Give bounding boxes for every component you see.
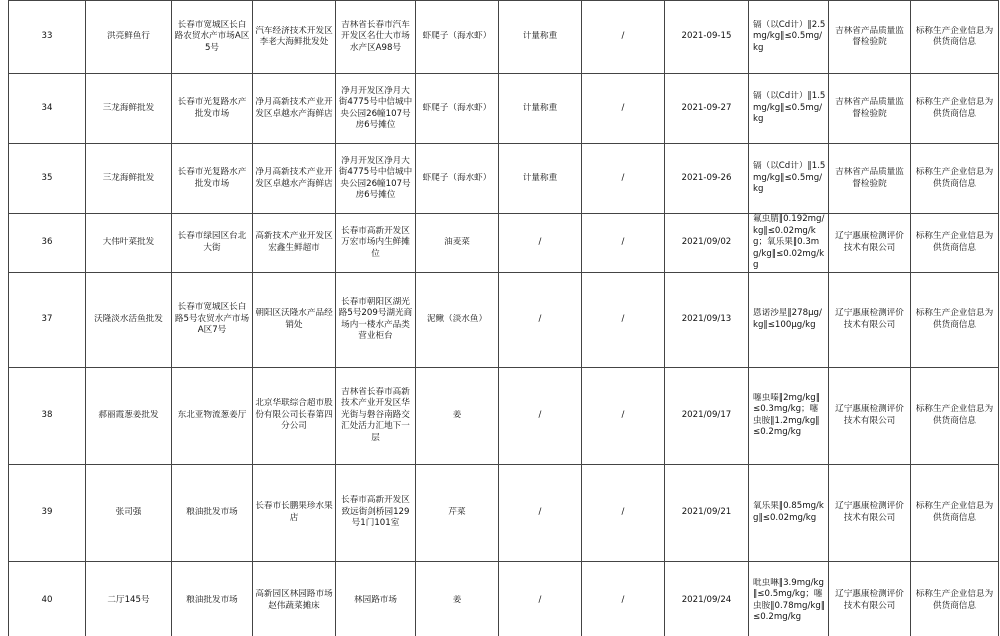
table-row (9, 144, 999, 214)
table-row (9, 1, 999, 74)
cell-number-text: 36 (41, 237, 53, 247)
cell-specification (499, 1, 582, 74)
cell-producer-name (253, 1, 336, 74)
cell-number-text: 33 (41, 31, 53, 42)
cell-test-result (749, 464, 829, 561)
cell-production-date-text: 2021/09/17 (681, 409, 732, 420)
cell-producer-name (253, 214, 336, 273)
cell-producer-name (253, 367, 336, 464)
cell-producer-name-text: 净月高新技术产业开发区卓越水产海鲜店 (255, 97, 333, 119)
table-row (9, 367, 999, 464)
cell-producer-address (336, 561, 416, 636)
cell-producer-name-text: 汽车经济技术开发区李老大海鲜批发处 (255, 25, 333, 47)
cell-product-name (416, 272, 499, 367)
cell-remark (911, 74, 999, 144)
cell-product-name-text: 虾爬子（海水虾） (422, 31, 492, 42)
cell-product-name-text: 姜 (452, 594, 462, 605)
cell-seller-name-text: 郝丽霞葱姜批发 (98, 409, 159, 420)
cell-product-name-text: 泥鳅（淡水鱼） (426, 313, 488, 324)
cell-producer-name-text: 朝阳区沃隆水产品经销处 (255, 308, 333, 330)
cell-remark (911, 561, 999, 636)
cell-producer-address-text: 净月开发区净月大街4775号中信城中央公园26幢107号房6号摊位 (338, 85, 413, 130)
cell-testing-agency-text: 辽宁惠康检测评价技术有限公司 (835, 308, 904, 330)
cell-seller-address-text: 长春市宽城区长白路5号农贸水产市场A区7号 (174, 302, 250, 336)
cell-testing-agency (829, 367, 911, 464)
cell-remark-text: 标称生产企业信息为供货商信息 (915, 589, 994, 611)
cell-brand (582, 272, 665, 367)
cell-specification (499, 561, 582, 636)
cell-number (9, 272, 86, 367)
cell-specification (499, 272, 582, 367)
cell-production-date (665, 367, 749, 464)
cell-testing-agency (829, 1, 911, 74)
cell-producer-address (336, 1, 416, 74)
cell-seller-name (86, 367, 172, 464)
cell-product-name (416, 214, 499, 273)
cell-remark (911, 272, 999, 367)
cell-specification (499, 74, 582, 144)
cell-product-name-text: 虾爬子（海水虾） (422, 172, 492, 183)
cell-seller-address-text: 长春市光复路水产批发市场 (177, 167, 247, 189)
cell-producer-address-text: 长春市高新开发区致远街剑桥园129号1门101室 (341, 495, 410, 529)
cell-seller-name-text: 二厅145号 (107, 594, 150, 605)
cell-producer-address-text: 长春市高新开发区万宏市场内生鲜摊位 (341, 225, 410, 259)
cell-production-date-text: 2021-09-15 (681, 31, 732, 42)
cell-brand (582, 144, 665, 214)
cell-production-date-text: 2021-09-26 (681, 172, 732, 183)
cell-test-result (749, 214, 829, 273)
cell-production-date (665, 561, 749, 636)
cell-test-result-text: 镉（以Cd计）‖1.5mg/kg‖≤0.5mg/kg (753, 91, 826, 125)
cell-producer-address (336, 367, 416, 464)
cell-test-result-text: 吡虫啉‖3.9mg/kg‖≤0.5mg/kg；噻虫胺‖0.78mg/kg‖≤0.2mg/kg (753, 577, 826, 622)
cell-specification-text: / (538, 594, 542, 605)
cell-producer-address-text: 净月开发区净月大街4775号中信城中央公园26幢107号房6号摊位 (338, 155, 413, 200)
cell-producer-address (336, 144, 416, 214)
cell-producer-name (253, 464, 336, 561)
cell-product-name (416, 367, 499, 464)
cell-product-name-text: 油麦菜 (444, 237, 470, 247)
cell-seller-name-text: 大伟叶菜批发 (102, 237, 155, 247)
cell-testing-agency-text: 辽宁惠康检测评价技术有限公司 (835, 589, 904, 611)
cell-remark-text: 标称生产企业信息为供货商信息 (915, 167, 994, 189)
cell-remark-text: 标称生产企业信息为供货商信息 (915, 308, 994, 330)
cell-number (9, 144, 86, 214)
cell-test-result (749, 144, 829, 214)
cell-production-date-text: 2021/09/24 (681, 594, 732, 605)
cell-product-name (416, 144, 499, 214)
cell-testing-agency (829, 561, 911, 636)
cell-remark-text: 标称生产企业信息为供货商信息 (915, 231, 994, 253)
cell-production-date-text: 2021/09/13 (681, 313, 732, 324)
cell-seller-address-text: 粮油批发市场 (186, 594, 238, 605)
cell-seller-address (172, 144, 253, 214)
cell-specification-text: / (538, 506, 542, 517)
cell-test-result-text: 噻虫嗪‖2mg/kg‖≤0.3mg/kg；噻虫胺‖1.2mg/kg‖≤0.2mg/kg (753, 392, 820, 437)
cell-test-result (749, 367, 829, 464)
cell-producer-address-text: 吉林省长春市高新技术产业开发区华光街与磐谷南路交汇处活力汇地下一层 (341, 386, 410, 443)
cell-specification-text: 计量称重 (522, 102, 558, 113)
cell-producer-address-text: 长春市朝阳区湖光路5号209号湖光商场内一楼水产品类营业柜台 (338, 296, 413, 341)
cell-number (9, 214, 86, 273)
cell-producer-address (336, 74, 416, 144)
cell-specification (499, 214, 582, 273)
cell-seller-address-text: 长春市光复路水产批发市场 (177, 97, 247, 119)
cell-brand-text: / (621, 237, 625, 247)
cell-test-result-text: 氧乐果‖0.85mg/kg‖≤0.02mg/kg (753, 501, 824, 523)
cell-production-date (665, 144, 749, 214)
cell-testing-agency (829, 74, 911, 144)
cell-brand-text: / (621, 409, 625, 420)
cell-seller-name (86, 272, 172, 367)
cell-remark-text: 标称生产企业信息为供货商信息 (915, 501, 994, 523)
cell-production-date (665, 74, 749, 144)
cell-production-date (665, 214, 749, 273)
cell-test-result (749, 1, 829, 74)
cell-test-result-text: 氟虫腈‖0.192mg/kg‖≤0.02mg/kg；氧乐果‖0.3mg/kg‖≤0.02mg/kg (753, 214, 825, 270)
cell-test-result (749, 74, 829, 144)
cell-producer-name (253, 272, 336, 367)
cell-production-date-text: 2021/09/21 (681, 506, 732, 517)
cell-testing-agency (829, 464, 911, 561)
cell-specification (499, 367, 582, 464)
cell-product-name (416, 464, 499, 561)
cell-specification-text: / (538, 313, 542, 324)
cell-test-result (749, 561, 829, 636)
table-row (9, 74, 999, 144)
cell-seller-address-text: 长春市宽城区长白路农贸水产市场A区5号 (174, 19, 250, 53)
cell-producer-name-text: 高新技术产业开发区宏鑫生鲜超市 (255, 231, 333, 253)
cell-seller-address (172, 464, 253, 561)
cell-seller-address-text: 东北亚物流葱姜厅 (177, 409, 247, 420)
cell-seller-name (86, 74, 172, 144)
cell-brand-text: / (621, 594, 625, 605)
cell-seller-address-text: 长春市绿园区台北大街 (177, 231, 247, 253)
cell-specification (499, 464, 582, 561)
cell-seller-name (86, 561, 172, 636)
cell-producer-name (253, 561, 336, 636)
cell-testing-agency-text: 吉林省产品质量监督检验院 (835, 97, 904, 119)
cell-remark (911, 214, 999, 273)
table-row (9, 561, 999, 636)
cell-brand (582, 74, 665, 144)
table-row (9, 464, 999, 561)
cell-seller-name (86, 464, 172, 561)
cell-test-result (749, 272, 829, 367)
cell-seller-address-text: 粮油批发市场 (186, 506, 238, 517)
cell-test-result-text: 恩诺沙星‖278μg/kg‖≤100μg/kg (753, 308, 822, 330)
cell-product-name-text: 芹菜 (448, 506, 466, 517)
cell-product-name (416, 74, 499, 144)
cell-product-name-text: 姜 (452, 409, 462, 420)
cell-producer-address (336, 214, 416, 273)
cell-producer-name-text: 北京华联综合超市股份有限公司长春第四分公司 (255, 398, 333, 432)
cell-seller-name-text: 三龙海鲜批发 (102, 172, 155, 183)
cell-producer-name-text: 高新园区林园路市场赵伟蔬菜摊床 (255, 589, 333, 611)
cell-producer-name-text: 净月高新技术产业开发区卓越水产海鲜店 (255, 167, 333, 189)
cell-remark (911, 1, 999, 74)
cell-producer-address-text: 林园路市场 (354, 594, 397, 605)
cell-brand (582, 561, 665, 636)
cell-number-text: 40 (41, 594, 53, 605)
cell-brand-text: / (621, 506, 625, 517)
cell-number-text: 38 (41, 409, 53, 420)
cell-production-date-text: 2021/09/02 (681, 237, 732, 247)
cell-producer-address (336, 272, 416, 367)
cell-number-text: 39 (41, 506, 53, 517)
cell-number-text: 34 (41, 102, 53, 113)
cell-brand-text: / (621, 313, 625, 324)
cell-seller-address (172, 272, 253, 367)
cell-testing-agency (829, 214, 911, 273)
cell-number-text: 35 (41, 172, 53, 183)
cell-production-date (665, 272, 749, 367)
cell-brand-text: / (621, 102, 625, 113)
cell-specification-text: / (538, 237, 542, 247)
cell-production-date (665, 464, 749, 561)
cell-production-date (665, 1, 749, 74)
cell-brand (582, 214, 665, 273)
cell-seller-address (172, 74, 253, 144)
cell-seller-name-text: 沃隆淡水活鱼批发 (94, 313, 163, 324)
cell-product-name-text: 虾爬子（海水虾） (422, 102, 492, 113)
cell-brand (582, 1, 665, 74)
table-body (9, 1, 999, 636)
cell-specification (499, 144, 582, 214)
cell-brand (582, 367, 665, 464)
cell-seller-address (172, 561, 253, 636)
cell-producer-name-text: 长春市长鹏果珍水果店 (255, 501, 333, 523)
cell-number (9, 74, 86, 144)
cell-product-name (416, 561, 499, 636)
cell-seller-address (172, 367, 253, 464)
cell-number (9, 464, 86, 561)
cell-brand (582, 464, 665, 561)
cell-seller-name (86, 214, 172, 273)
cell-test-result-text: 镉（以Cd计）‖1.5mg/kg‖≤0.5mg/kg (753, 161, 826, 195)
cell-producer-address-text: 吉林省长春市汽车开发区名仕大市场水产区A98号 (341, 19, 410, 53)
cell-remark (911, 464, 999, 561)
cell-testing-agency (829, 144, 911, 214)
cell-remark-text: 标称生产企业信息为供货商信息 (915, 97, 994, 119)
cell-number (9, 1, 86, 74)
table-row (9, 214, 999, 273)
cell-brand-text: / (621, 31, 625, 42)
cell-test-result-text: 镉（以Cd计）‖2.5mg/kg‖≤0.5mg/kg (753, 19, 826, 53)
cell-producer-name (253, 144, 336, 214)
cell-seller-address (172, 1, 253, 74)
cell-product-name (416, 1, 499, 74)
cell-producer-name (253, 74, 336, 144)
cell-testing-agency (829, 272, 911, 367)
cell-seller-name-text: 三龙海鲜批发 (102, 102, 155, 113)
cell-remark (911, 367, 999, 464)
cell-seller-name (86, 1, 172, 74)
cell-specification-text: 计量称重 (522, 172, 558, 183)
cell-number (9, 561, 86, 636)
cell-specification-text: 计量称重 (522, 31, 558, 42)
cell-testing-agency-text: 吉林省产品质量监督检验院 (835, 25, 904, 47)
inspection-results-table (8, 0, 999, 636)
cell-specification-text: / (538, 409, 542, 420)
cell-seller-name-text: 洪亮鲜鱼行 (107, 31, 150, 42)
cell-testing-agency-text: 辽宁惠康检测评价技术有限公司 (835, 404, 904, 426)
cell-number-text: 37 (41, 313, 53, 324)
cell-testing-agency-text: 吉林省产品质量监督检验院 (835, 167, 904, 189)
cell-remark-text: 标称生产企业信息为供货商信息 (915, 404, 994, 426)
cell-remark (911, 144, 999, 214)
table-row (9, 272, 999, 367)
cell-seller-name (86, 144, 172, 214)
cell-seller-name-text: 张司强 (115, 506, 142, 517)
cell-testing-agency-text: 辽宁惠康检测评价技术有限公司 (835, 231, 904, 253)
cell-testing-agency-text: 辽宁惠康检测评价技术有限公司 (835, 501, 904, 523)
cell-production-date-text: 2021-09-27 (681, 102, 732, 113)
cell-seller-address (172, 214, 253, 273)
cell-remark-text: 标称生产企业信息为供货商信息 (915, 25, 994, 47)
cell-brand-text: / (621, 172, 625, 183)
cell-producer-address (336, 464, 416, 561)
cell-number (9, 367, 86, 464)
